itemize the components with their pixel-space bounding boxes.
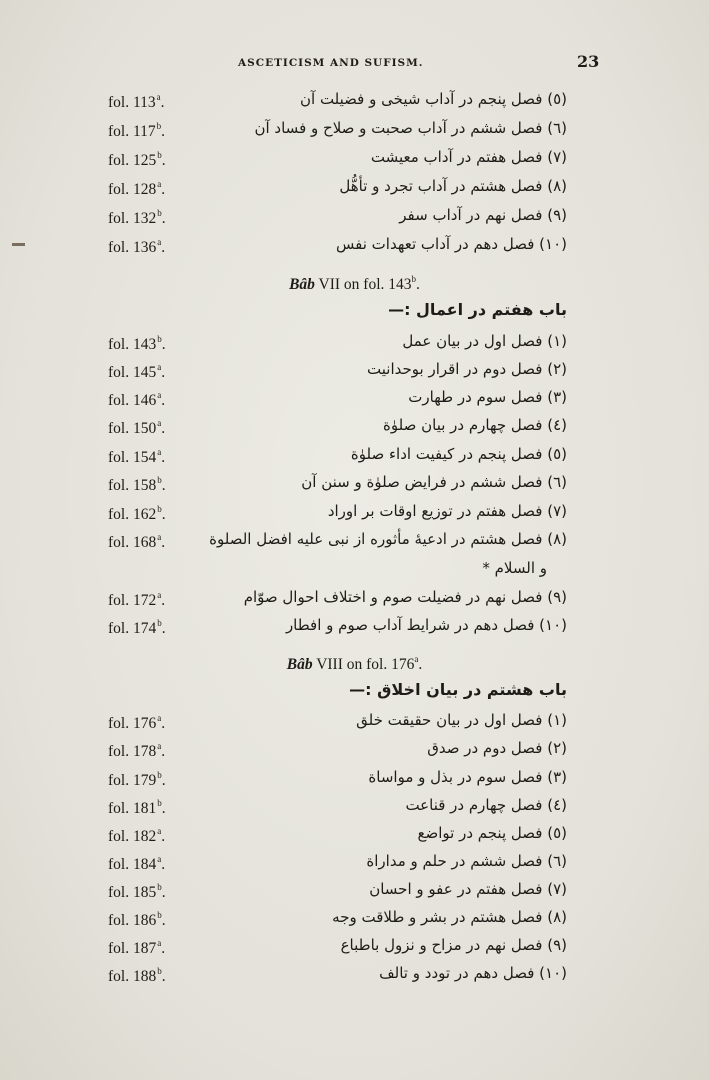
folio-number: fol. 187 [108, 940, 157, 957]
folio-reference: fol. 125$^b$. [108, 150, 166, 169]
index-row [0, 614, 709, 640]
index-row [0, 386, 709, 412]
folio-side: b [157, 475, 162, 485]
index-row [0, 850, 709, 876]
folio-number: fol. 150 [108, 420, 157, 437]
folio-reference: fol. 188$^b$. [108, 966, 166, 985]
folio-number: fol. 168 [108, 534, 157, 551]
bab-vii-text: VII on fol. 143 [314, 276, 412, 293]
index-row [0, 878, 709, 904]
chapter-title: (٩) فصل نهم در آداب سفر [399, 206, 567, 224]
index-row [0, 175, 709, 201]
page-number: 23 [577, 52, 600, 71]
folio-side: b [157, 618, 162, 628]
bab-label: Bâb [286, 656, 313, 673]
folio-number: fol. 185 [108, 884, 157, 901]
folio-side: a [157, 590, 162, 600]
index-row [0, 204, 709, 230]
folio-number: fol. 176 [108, 715, 157, 732]
bab-vii-heading [0, 274, 709, 294]
folio-number: fol. 179 [108, 772, 157, 789]
folio-side: b [157, 208, 162, 218]
folio-reference: fol. 143$^b$. [108, 334, 166, 353]
index-row [0, 146, 709, 172]
folio-reference: fol. 113$^a$. [108, 92, 165, 111]
folio-side: b [157, 334, 162, 344]
folio-reference: fol. 154$^a$. [108, 447, 166, 466]
index-row [0, 906, 709, 932]
folio-side: b [157, 966, 162, 976]
folio-side: b [156, 121, 162, 131]
folio-reference: fol. 117$^b$. [108, 121, 166, 140]
folio-number: fol. 172 [108, 592, 157, 609]
folio-reference: fol. 172$^a$. [108, 590, 166, 609]
bab-vii-sup: b [411, 274, 417, 284]
chapter-title: (٥) فصل پنجم در تواضع [417, 824, 567, 842]
folio-reference: fol. 162$^b$. [108, 504, 166, 523]
folio-number: fol. 143 [108, 336, 157, 353]
folio-number: fol. 181 [108, 800, 157, 817]
folio-number: fol. 184 [108, 856, 157, 873]
folio-side: b [157, 770, 162, 780]
bab-viii-title: باب هشتم در بیان اخلاق :— [349, 680, 567, 699]
folio-number: fol. 162 [108, 506, 157, 523]
folio-number: fol. 125 [108, 152, 157, 169]
bab-vii-title: باب هفتم در اعمال :— [388, 300, 567, 319]
folio-number: fol. 158 [108, 477, 157, 494]
folio-number: fol. 182 [108, 828, 157, 845]
folio-side: b [157, 882, 162, 892]
chapter-title: (٧) فصل هفتم در عفو و احسان [369, 880, 567, 898]
chapter-title: (٦) فصل ششم در حلم و مداراة [366, 852, 567, 870]
index-row [0, 414, 709, 440]
index-row [0, 934, 709, 960]
chapter-title: (١) فصل اول در بیان حقیقت خلق [356, 711, 567, 729]
folio-reference: fol. 185$^b$. [108, 882, 166, 901]
folio-reference: fol. 174$^b$. [108, 618, 166, 637]
folio-number: fol. 178 [108, 743, 157, 760]
folio-reference: fol. 128$^a$. [108, 179, 166, 198]
folio-side: a [156, 92, 161, 102]
index-row [0, 822, 709, 848]
folio-side: a [157, 741, 162, 751]
chapter-title: (٥) فصل پنجم در آداب شیخی و فضیلت آن [300, 90, 567, 108]
index-row [0, 88, 709, 114]
bab-viii-sup: a [414, 654, 419, 664]
chapter-title: (٨) فصل هشتم در آداب تجرد و تأهُّل [339, 177, 567, 195]
folio-reference: fol. 181$^b$. [108, 798, 166, 817]
bab-viii-heading [0, 654, 709, 674]
folio-reference: fol. 136$^a$. [108, 237, 166, 256]
chapter-title: (٦) فصل ششم در فرایض صلوٰة و سنن آن [301, 473, 567, 491]
index-row [0, 709, 709, 735]
index-row [0, 471, 709, 497]
chapter-title: (٧) فصل هفتم در آداب معیشت [370, 148, 567, 166]
folio-reference: fol. 158$^b$. [108, 475, 166, 494]
folio-side: a [157, 938, 162, 948]
folio-reference: fol. 132$^b$. [108, 208, 166, 227]
folio-reference: fol. 182$^a$. [108, 826, 166, 845]
chapter-title: (٧) فصل هفتم در توزیع اوقات بر اوراد [327, 502, 567, 520]
folio-side: b [157, 910, 162, 920]
chapter-title: (٨) فصل هشتم در بشر و طلاقت وجه [332, 908, 567, 926]
index-row [0, 358, 709, 384]
index-row [0, 233, 709, 259]
bab-viii-text: VIII on fol. 176 [312, 656, 415, 673]
folio-side: b [157, 504, 162, 514]
chapter-title: (٤) فصل چهارم در قناعت [405, 796, 567, 814]
folio-reference: fol. 146$^a$. [108, 390, 166, 409]
chapter-title: (٥) فصل پنجم در کیفیت اداء صلوٰة [350, 445, 567, 463]
chapter-title-continuation: و السلام * [482, 559, 547, 577]
bab-vii-end: . [416, 276, 420, 293]
folio-reference: fol. 145$^a$. [108, 362, 166, 381]
index-row [0, 528, 709, 577]
folio-reference: fol. 187$^a$. [108, 938, 166, 957]
folio-side: a [157, 713, 162, 723]
index-row [0, 766, 709, 792]
bab-label: Bâb [289, 276, 315, 293]
chapter-title: (٢) فصل دوم در صدق [427, 739, 567, 757]
folio-number: fol. 136 [108, 239, 157, 256]
chapter-title: (٣) فصل سوم در طهارت [408, 388, 567, 406]
index-row [0, 117, 709, 143]
chapter-title: (١) فصل اول در بیان عمل [402, 332, 567, 350]
folio-side: a [157, 179, 162, 189]
folio-number: fol. 117 [108, 123, 156, 140]
folio-side: a [157, 362, 162, 372]
folio-reference: fol. 168$^a$. [108, 532, 166, 551]
bab-viii-end: . [418, 656, 423, 673]
folio-side: b [157, 798, 162, 808]
folio-side: a [157, 854, 162, 864]
folio-side: a [157, 418, 162, 428]
folio-side: a [157, 532, 162, 542]
folio-number: fol. 154 [108, 449, 157, 466]
index-row [0, 794, 709, 820]
chapter-title: (١٠) فصل دهم در شرایط آداب صوم و افطار [285, 616, 567, 634]
folio-number: fol. 186 [108, 912, 157, 929]
folio-reference: fol. 150$^a$. [108, 418, 166, 437]
chapter-title: (١٠) فصل دهم در تودد و تالف [379, 964, 567, 982]
folio-reference: fol. 176$^a$. [108, 713, 166, 732]
folio-number: fol. 145 [108, 364, 157, 381]
index-row [0, 737, 709, 763]
folio-number: fol. 132 [108, 210, 157, 227]
folio-reference: fol. 184$^a$. [108, 854, 166, 873]
chapter-title: (١٠) فصل دهم در آداب تعهدات نفس [336, 235, 567, 253]
index-row [0, 500, 709, 526]
folio-side: a [157, 390, 162, 400]
folio-reference: fol. 186$^b$. [108, 910, 166, 929]
index-row [0, 586, 709, 612]
folio-side: a [157, 237, 162, 247]
chapter-title: (٨) فصل هشتم در ادعیۀ مأثوره از نبی علیه افضل الصلوة [209, 530, 567, 548]
folio-reference: fol. 178$^a$. [108, 741, 166, 760]
index-row [0, 962, 709, 988]
folio-side: b [157, 150, 162, 160]
folio-number: fol. 113 [108, 94, 156, 111]
chapter-title: (٤) فصل چهارم در بیان صلوٰة [383, 416, 567, 434]
running-head: ASCETICISM AND SUFISM. [238, 57, 424, 69]
page-header [0, 52, 709, 74]
folio-side: a [157, 447, 162, 457]
folio-number: fol. 174 [108, 620, 157, 637]
chapter-title: (٩) فصل نهم در فضیلت صوم و اختلاف احوال صوّام [243, 588, 567, 606]
folio-side: a [157, 826, 162, 836]
folio-number: fol. 146 [108, 392, 157, 409]
index-row [0, 330, 709, 356]
folio-number: fol. 128 [108, 181, 157, 198]
folio-reference: fol. 179$^b$. [108, 770, 166, 789]
chapter-title: (٢) فصل دوم در اقرار بوحدانیت [367, 360, 567, 378]
folio-number: fol. 188 [108, 968, 157, 985]
chapter-title: (٩) فصل نهم در مزاح و نزول باطباع [340, 936, 567, 954]
chapter-title: (٦) فصل ششم در آداب صحبت و صلاح و فساد آن [254, 119, 567, 137]
chapter-title: (٣) فصل سوم در بذل و مواساة [368, 768, 567, 786]
index-row [0, 443, 709, 469]
